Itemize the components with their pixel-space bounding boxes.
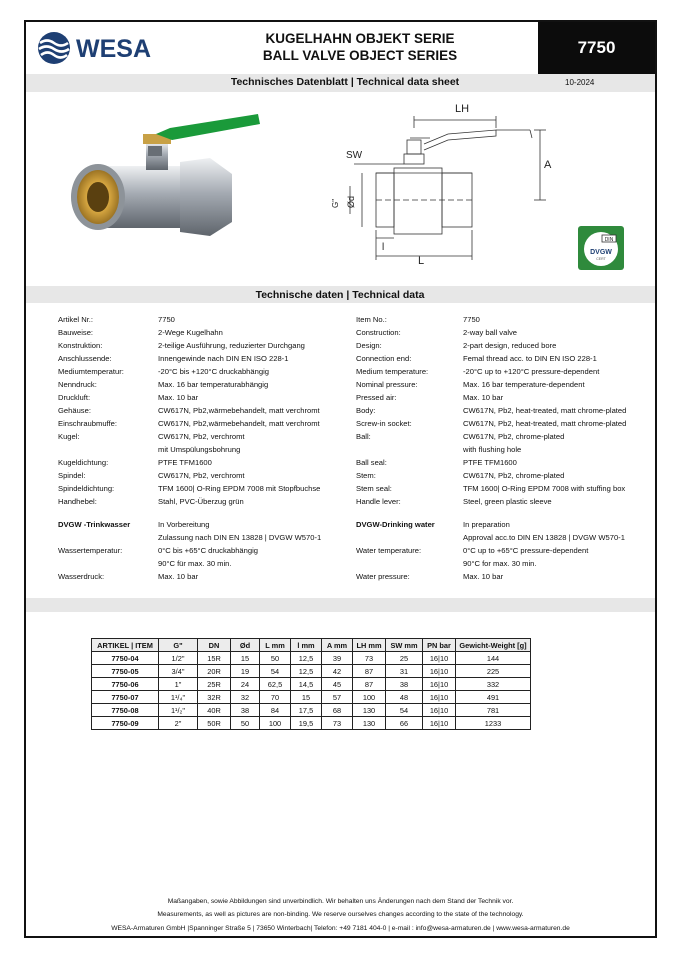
table-header: Ød [231,639,260,652]
table-header: LH mm [353,639,386,652]
spec-row: Nenndruck: Max. 16 bar temperaturabhängig Nominal pressure: Max. 16 bar temperature-dependent [58,380,585,389]
footer-disclaimer-de: Maßangaben, sowie Abbildungen sind unverbindlich. Wir behalten uns Änderungen nach dem Stand der Technik vor. [167,898,514,905]
table-row: 7750-09 2" 50R 50 100 19,5 73 130 66 16|10 1233 [92,717,531,730]
table-row: 7750-06 1" 25R 24 62,5 14,5 45 87 38 16|10 332 [92,678,531,691]
table-header: l mm [291,639,322,652]
cert-cert-label: CERT [596,257,606,261]
title-en: BALL VALVE OBJECT SERIES [262,48,458,63]
table-row: 7750-07 1¹/₄" 32R 32 70 15 57 100 48 16|10 491 [92,691,531,704]
spec-row: Handhebel: Stahl, PVC-Überzug grün Handle lever: Steel, green plastic sleeve [58,497,552,506]
brand-name: WESA [76,35,151,63]
ball-valve-photo [60,104,270,264]
subtitle: Technisches Datenblatt | Technical data sheet [230,76,460,88]
spec-row: Spindeldichtung: TFM 1600| O-Ring EPDM 7008 mit Stopfbuchse Stem seal: TFM 1600| O-Ring EPDM 7008 with stuffing box [58,484,626,493]
dvgw-row: DVGW -Trinkwasser In Vorbereitung DVGW-Drinking water In preparation [58,520,510,529]
technical-drawing [320,98,560,268]
table-row: 7750-08 1¹/₂" 40R 38 84 17,5 68 130 54 16|10 781 [92,704,531,717]
dim-a: A [544,159,552,171]
dim-d: Ød [346,195,356,208]
table-header: G" [159,639,198,652]
dvgw-row: Zulassung nach DIN EN 13828 | DVGW W570-1 Approval acc.to DIN EN 13828 | DVGW W570-1 [158,533,625,542]
dvgw-row: Wassertemperatur: 0°C bis +65°C druckabhängig Water temperature: 0°C up to +65°C pressure-dependent [58,546,589,555]
dim-lh: LH [455,103,470,115]
spec-row: mit Umspülungsbohrung with flushing hole [158,445,522,454]
dim-sw: SW [346,150,363,161]
divider-band [26,598,655,612]
table-header: Gewicht-Weight [g] [456,639,531,652]
spec-row: Einschraubmuffe: CW617N, Pb2,wärmebehandelt, matt verchromt Screw-in socket: CW617N, Pb2, heat-treated, matt chrome-plated [58,419,627,428]
spec-row: Artikel Nr.: 7750 Item No.: 7750 [58,315,480,324]
dvgw-cert-badge [578,226,624,270]
table-header: A mm [322,639,353,652]
product-number-badge: 7750 [538,22,655,74]
dvgw-row: 90°C für max. 30 min. 90°C for max. 30 min. [158,559,537,568]
wesa-logo [36,30,166,66]
table-header-row [92,639,531,652]
document-title [190,30,530,64]
spec-row: Kugel: CW617N, Pb2, verchromt Ball: CW617N, Pb2, chrome-plated [58,432,565,441]
table-header: DN [198,639,231,652]
footer-disclaimer-en: Measurements, as well as pictures are non-binding. We reserve ourselves changes according to the state of the technology. [157,911,524,918]
cert-din-label: DIN [604,237,614,243]
title-de: KUGELHAHN OBJEKT SERIE [265,31,455,46]
dim-l-small: l [382,242,385,253]
spec-row: Mediumtemperatur: -20°C bis +120°C druckabhängig Medium temperature: -20°C up to +120°C pressure-dependent [58,367,600,376]
document-date: 10-2024 [565,78,595,87]
table-row: 7750-04 1/2" 15R 15 50 12,5 39 73 25 16|10 144 [92,652,531,665]
dim-g: G" [331,198,340,208]
table-row: 7750-05 3/4" 20R 19 54 12,5 42 87 31 16|10 225 [92,665,531,678]
footer-contact: WESA-Armaturen GmbH |Spanninger Straße 5 | 73650 Winterbach| Telefon: +49 7181 404-0 | e-mail : info@wesa-armaturen.de | www.wesa-armaturen.de [111,925,570,932]
dimensions-table [91,638,531,730]
spec-row: Gehäuse: CW617N, Pb2,wärmebehandelt, matt verchromt Body: CW617N, Pb2, heat-treated, matt chrome-plated [58,406,627,415]
spec-row: Spindel: CW617N, Pb2, verchromt Stem: CW617N, Pb2, chrome-plated [58,471,565,480]
spec-row: Druckluft: Max. 10 bar Pressed air: Max. 10 bar [58,393,504,402]
dim-l-big: L [418,255,425,267]
table-header: PN bar [423,639,456,652]
table-header: ARTIKEL | ITEM [92,639,159,652]
spec-row: Anschlussende: Innengewinde nach DIN EN ISO 228-1 Connection end: Femal thread acc. to DIN EN ISO 228-1 [58,354,597,363]
spec-row: Konstruktion: 2-teilige Ausführung, reduzierter Durchgang Design: 2-part design, reduced bore [58,341,557,350]
table-header: SW mm [386,639,423,652]
spec-row: Bauweise: 2-Wege Kugelhahn Construction: 2-way ball valve [58,328,518,337]
table-header: L mm [260,639,291,652]
specs-title: Technische daten | Technical data [255,289,425,301]
cert-dvgw-label: DVGW [590,249,612,256]
spec-row: Kugeldichtung: PTFE TFM1600 Ball seal: PTFE TFM1600 [58,458,517,467]
dvgw-row: Wasserdruck: Max. 10 bar Water pressure: Max. 10 bar [58,572,504,581]
specs-section [58,313,658,583]
